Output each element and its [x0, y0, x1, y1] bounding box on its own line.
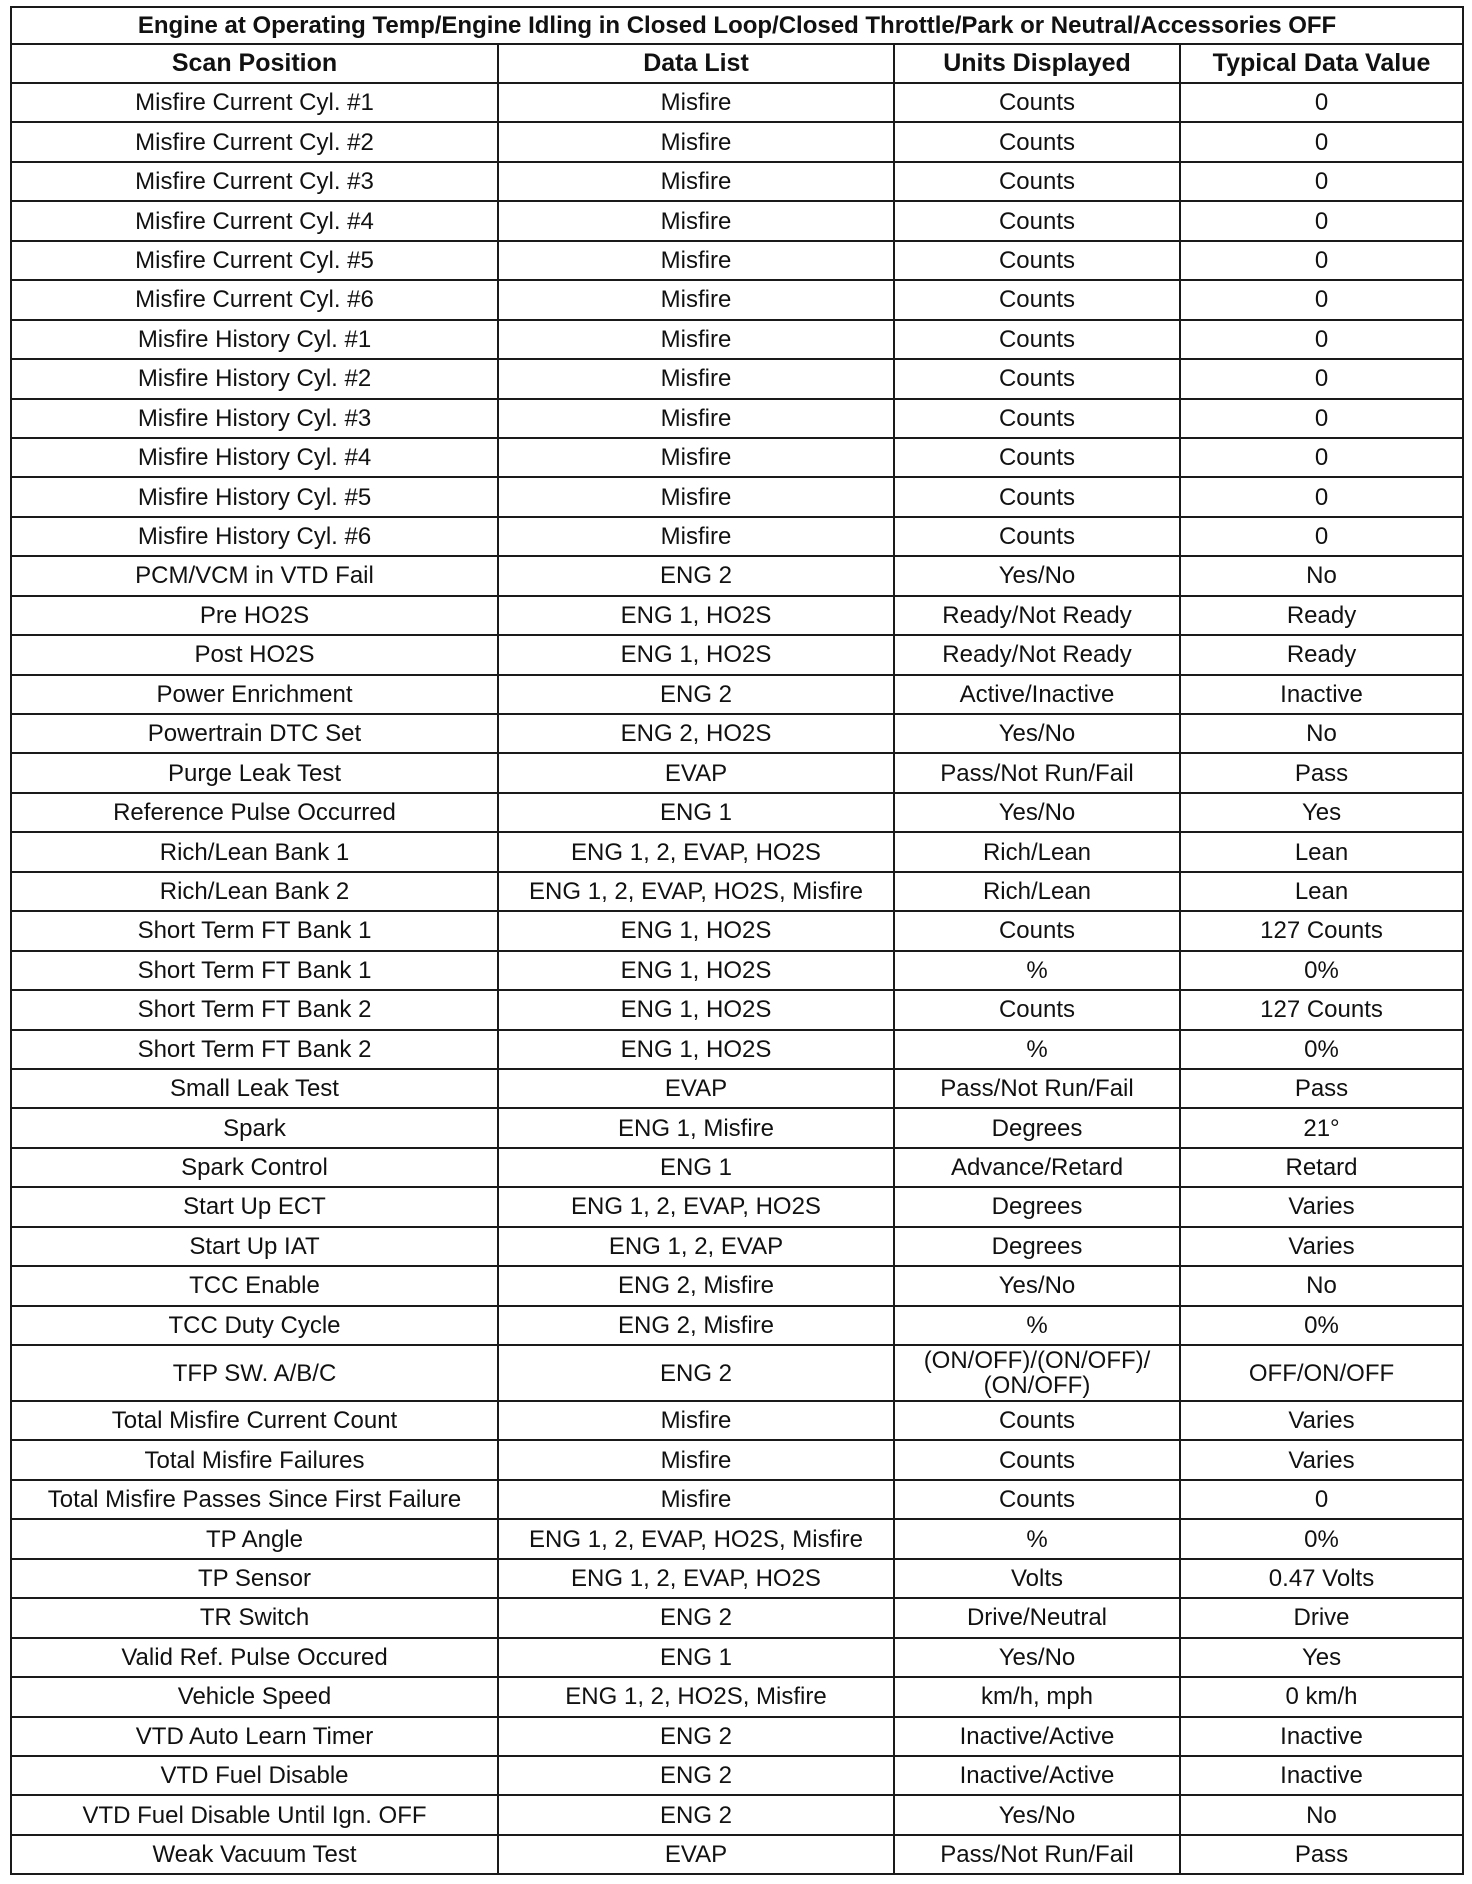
data-list-cell: ENG 1, 2, EVAP, HO2S	[498, 832, 894, 871]
scan-position-cell: TCC Enable	[11, 1266, 498, 1305]
table-row	[11, 122, 1463, 161]
scan-data-table	[10, 6, 1464, 1875]
typical-value-cell: 0%	[1180, 1030, 1463, 1069]
typical-value-cell: No	[1180, 1795, 1463, 1834]
scan-position-cell: Misfire History Cyl. #5	[11, 477, 498, 516]
typical-value-cell: 0	[1180, 122, 1463, 161]
scan-position-cell: Rich/Lean Bank 1	[11, 832, 498, 871]
typical-value-cell: 0	[1180, 359, 1463, 398]
units-cell: Ready/Not Ready	[894, 635, 1180, 674]
typical-value-cell: Inactive	[1180, 1756, 1463, 1795]
data-list-cell: ENG 2, HO2S	[498, 714, 894, 753]
table-row	[11, 1638, 1463, 1677]
typical-value-cell: 0	[1180, 280, 1463, 319]
scan-position-cell: Reference Pulse Occurred	[11, 793, 498, 832]
units-cell: Yes/No	[894, 793, 1180, 832]
data-list-cell: EVAP	[498, 753, 894, 792]
units-cell: Counts	[894, 280, 1180, 319]
units-cell: Counts	[894, 359, 1180, 398]
units-cell: Yes/No	[894, 1638, 1180, 1677]
data-list-cell: EVAP	[498, 1835, 894, 1874]
table-row	[11, 1598, 1463, 1637]
table-row	[11, 556, 1463, 595]
table-row	[11, 1717, 1463, 1756]
typical-value-cell: No	[1180, 1266, 1463, 1305]
data-list-cell: ENG 1, 2, HO2S, Misfire	[498, 1677, 894, 1716]
scan-position-cell: TP Sensor	[11, 1559, 498, 1598]
typical-value-cell: Yes	[1180, 1638, 1463, 1677]
data-list-cell: ENG 1, 2, EVAP, HO2S	[498, 1559, 894, 1598]
typical-value-cell: Lean	[1180, 872, 1463, 911]
scan-position-cell: VTD Auto Learn Timer	[11, 1717, 498, 1756]
conditions-banner: Engine at Operating Temp/Engine Idling in Closed Loop/Closed Throttle/Park or Neutral/Accessories OFF	[11, 7, 1463, 44]
typical-value-cell: 0	[1180, 201, 1463, 240]
scan-position-cell: Purge Leak Test	[11, 753, 498, 792]
data-list-cell: Misfire	[498, 122, 894, 161]
units-cell: Pass/Not Run/Fail	[894, 1835, 1180, 1874]
units-cell: (ON/OFF)/(ON/OFF)/ (ON/OFF)	[894, 1345, 1180, 1401]
typical-value-cell: Varies	[1180, 1401, 1463, 1440]
table-row	[11, 872, 1463, 911]
table-body	[11, 83, 1463, 1874]
units-cell: Yes/No	[894, 714, 1180, 753]
header-units-displayed: Units Displayed	[894, 44, 1180, 83]
data-list-cell: Misfire	[498, 280, 894, 319]
conditions-banner-row	[11, 7, 1463, 44]
typical-value-cell: 127 Counts	[1180, 911, 1463, 950]
typical-value-cell: 0.47 Volts	[1180, 1559, 1463, 1598]
scan-position-cell: VTD Fuel Disable	[11, 1756, 498, 1795]
typical-value-cell: 0	[1180, 1480, 1463, 1519]
table-row	[11, 1148, 1463, 1187]
units-cell: Counts	[894, 438, 1180, 477]
table-row	[11, 438, 1463, 477]
typical-value-cell: OFF/ON/OFF	[1180, 1345, 1463, 1401]
typical-value-cell: Yes	[1180, 793, 1463, 832]
table-row	[11, 596, 1463, 635]
typical-value-cell: 0	[1180, 83, 1463, 122]
units-cell: Counts	[894, 1401, 1180, 1440]
data-list-cell: ENG 1, 2, EVAP, HO2S, Misfire	[498, 1519, 894, 1558]
data-list-cell: Misfire	[498, 477, 894, 516]
typical-value-cell: Inactive	[1180, 675, 1463, 714]
units-cell: Inactive/Active	[894, 1756, 1180, 1795]
table-row	[11, 1187, 1463, 1226]
typical-value-cell: 0	[1180, 320, 1463, 359]
units-cell: Volts	[894, 1559, 1180, 1598]
scan-position-cell: Vehicle Speed	[11, 1677, 498, 1716]
table-row	[11, 1345, 1463, 1401]
units-cell: Ready/Not Ready	[894, 596, 1180, 635]
typical-value-cell: 0	[1180, 241, 1463, 280]
typical-value-cell: 0 km/h	[1180, 1677, 1463, 1716]
typical-value-cell: 0	[1180, 399, 1463, 438]
table-row	[11, 1030, 1463, 1069]
typical-value-cell: 0%	[1180, 1306, 1463, 1345]
table-row	[11, 1227, 1463, 1266]
table-row	[11, 359, 1463, 398]
table-row	[11, 1069, 1463, 1108]
data-list-cell: Misfire	[498, 241, 894, 280]
column-header-row	[11, 44, 1463, 83]
table-row	[11, 201, 1463, 240]
data-list-cell: ENG 1, 2, EVAP, HO2S	[498, 1187, 894, 1226]
typical-value-cell: 21°	[1180, 1108, 1463, 1147]
typical-value-cell: 127 Counts	[1180, 990, 1463, 1029]
data-list-cell: Misfire	[498, 517, 894, 556]
table-row	[11, 399, 1463, 438]
units-cell: Counts	[894, 911, 1180, 950]
scan-position-cell: Misfire History Cyl. #6	[11, 517, 498, 556]
table-row	[11, 753, 1463, 792]
units-cell: Inactive/Active	[894, 1717, 1180, 1756]
data-list-cell: ENG 2	[498, 1717, 894, 1756]
scan-position-cell: Powertrain DTC Set	[11, 714, 498, 753]
scan-position-cell: TCC Duty Cycle	[11, 1306, 498, 1345]
units-cell: %	[894, 1030, 1180, 1069]
units-cell: km/h, mph	[894, 1677, 1180, 1716]
table-row	[11, 1677, 1463, 1716]
data-list-cell: Misfire	[498, 162, 894, 201]
data-list-cell: Misfire	[498, 1480, 894, 1519]
typical-value-cell: No	[1180, 556, 1463, 595]
data-list-cell: ENG 1	[498, 1148, 894, 1187]
scan-position-cell: TR Switch	[11, 1598, 498, 1637]
table-row	[11, 241, 1463, 280]
scan-position-cell: PCM/VCM in VTD Fail	[11, 556, 498, 595]
units-cell: Pass/Not Run/Fail	[894, 1069, 1180, 1108]
table-row	[11, 911, 1463, 950]
table-row	[11, 1756, 1463, 1795]
data-list-cell: EVAP	[498, 1069, 894, 1108]
typical-value-cell: Varies	[1180, 1187, 1463, 1226]
table-row	[11, 1559, 1463, 1598]
units-cell: %	[894, 1306, 1180, 1345]
units-cell: Counts	[894, 162, 1180, 201]
scan-position-cell: Misfire History Cyl. #2	[11, 359, 498, 398]
scan-position-cell: Start Up IAT	[11, 1227, 498, 1266]
scan-position-cell: Small Leak Test	[11, 1069, 498, 1108]
typical-value-cell: Pass	[1180, 1069, 1463, 1108]
units-cell: Counts	[894, 241, 1180, 280]
table-row	[11, 517, 1463, 556]
units-cell: Counts	[894, 83, 1180, 122]
typical-value-cell: 0	[1180, 517, 1463, 556]
units-cell: Counts	[894, 122, 1180, 161]
data-list-cell: ENG 2	[498, 1598, 894, 1637]
table-row	[11, 793, 1463, 832]
data-list-cell: ENG 1, HO2S	[498, 951, 894, 990]
scan-position-cell: Misfire History Cyl. #4	[11, 438, 498, 477]
scan-position-cell: Misfire Current Cyl. #6	[11, 280, 498, 319]
units-cell: Pass/Not Run/Fail	[894, 753, 1180, 792]
data-list-cell: ENG 2, Misfire	[498, 1266, 894, 1305]
table-row	[11, 162, 1463, 201]
scan-position-cell: Misfire Current Cyl. #5	[11, 241, 498, 280]
data-list-cell: ENG 1, HO2S	[498, 990, 894, 1029]
units-cell: Rich/Lean	[894, 832, 1180, 871]
table-row	[11, 1266, 1463, 1305]
table-row	[11, 635, 1463, 674]
typical-value-cell: Ready	[1180, 596, 1463, 635]
units-cell: Advance/Retard	[894, 1148, 1180, 1187]
data-list-cell: ENG 1, 2, EVAP, HO2S, Misfire	[498, 872, 894, 911]
table-row	[11, 1795, 1463, 1834]
typical-value-cell: Varies	[1180, 1440, 1463, 1479]
scan-position-cell: Total Misfire Passes Since First Failure	[11, 1480, 498, 1519]
data-list-cell: ENG 1, HO2S	[498, 911, 894, 950]
units-cell: Active/Inactive	[894, 675, 1180, 714]
typical-value-cell: Retard	[1180, 1148, 1463, 1187]
data-list-cell: Misfire	[498, 320, 894, 359]
scan-position-cell: Total Misfire Failures	[11, 1440, 498, 1479]
data-list-cell: Misfire	[498, 1401, 894, 1440]
units-cell: Counts	[894, 990, 1180, 1029]
units-cell: Counts	[894, 477, 1180, 516]
scan-position-cell: Short Term FT Bank 1	[11, 951, 498, 990]
data-list-cell: ENG 1, HO2S	[498, 635, 894, 674]
typical-value-cell: Lean	[1180, 832, 1463, 871]
typical-value-cell: Ready	[1180, 635, 1463, 674]
typical-value-cell: 0	[1180, 162, 1463, 201]
scan-position-cell: Misfire Current Cyl. #1	[11, 83, 498, 122]
units-cell: Yes/No	[894, 556, 1180, 595]
units-cell: Degrees	[894, 1187, 1180, 1226]
table-row	[11, 990, 1463, 1029]
data-list-cell: ENG 2	[498, 1345, 894, 1401]
data-list-cell: Misfire	[498, 399, 894, 438]
typical-value-cell: Drive	[1180, 1598, 1463, 1637]
table-row	[11, 832, 1463, 871]
scan-position-cell: Short Term FT Bank 2	[11, 990, 498, 1029]
scan-position-cell: Short Term FT Bank 2	[11, 1030, 498, 1069]
data-list-cell: ENG 1	[498, 1638, 894, 1677]
table-row	[11, 320, 1463, 359]
scan-position-cell: Power Enrichment	[11, 675, 498, 714]
header-data-list: Data List	[498, 44, 894, 83]
data-list-cell: ENG 2, Misfire	[498, 1306, 894, 1345]
scan-position-cell: Start Up ECT	[11, 1187, 498, 1226]
units-cell: Rich/Lean	[894, 872, 1180, 911]
table-row	[11, 1440, 1463, 1479]
scan-position-cell: Misfire History Cyl. #3	[11, 399, 498, 438]
scan-position-cell: Misfire Current Cyl. #2	[11, 122, 498, 161]
scan-position-cell: TP Angle	[11, 1519, 498, 1558]
table-row	[11, 477, 1463, 516]
units-cell: Degrees	[894, 1108, 1180, 1147]
data-list-cell: ENG 2	[498, 1795, 894, 1834]
table-row	[11, 1835, 1463, 1874]
table-row	[11, 1306, 1463, 1345]
data-list-cell: Misfire	[498, 438, 894, 477]
scan-position-cell: Short Term FT Bank 1	[11, 911, 498, 950]
data-list-cell: ENG 2	[498, 1756, 894, 1795]
table-row	[11, 280, 1463, 319]
data-list-cell: ENG 1, HO2S	[498, 596, 894, 635]
units-cell: Yes/No	[894, 1795, 1180, 1834]
units-cell: Counts	[894, 1480, 1180, 1519]
scan-position-cell: Rich/Lean Bank 2	[11, 872, 498, 911]
data-list-cell: Misfire	[498, 83, 894, 122]
units-cell: Counts	[894, 1440, 1180, 1479]
scan-position-cell: Misfire History Cyl. #1	[11, 320, 498, 359]
header-scan-position: Scan Position	[11, 44, 498, 83]
typical-value-cell: No	[1180, 714, 1463, 753]
scan-position-cell: Misfire Current Cyl. #3	[11, 162, 498, 201]
table-row	[11, 1108, 1463, 1147]
table-row	[11, 1519, 1463, 1558]
scan-position-cell: Valid Ref. Pulse Occured	[11, 1638, 498, 1677]
data-list-cell: Misfire	[498, 201, 894, 240]
typical-value-cell: 0%	[1180, 1519, 1463, 1558]
units-cell: Counts	[894, 399, 1180, 438]
scan-position-cell: VTD Fuel Disable Until Ign. OFF	[11, 1795, 498, 1834]
data-list-cell: ENG 2	[498, 675, 894, 714]
table-row	[11, 951, 1463, 990]
scan-position-cell: Spark Control	[11, 1148, 498, 1187]
units-cell: Yes/No	[894, 1266, 1180, 1305]
data-list-cell: Misfire	[498, 359, 894, 398]
scan-position-cell: Total Misfire Current Count	[11, 1401, 498, 1440]
typical-value-cell: 0	[1180, 438, 1463, 477]
data-list-cell: Misfire	[498, 1440, 894, 1479]
table-row	[11, 1480, 1463, 1519]
typical-value-cell: 0	[1180, 477, 1463, 516]
units-cell: Counts	[894, 517, 1180, 556]
table-row	[11, 83, 1463, 122]
data-list-cell: ENG 1, 2, EVAP	[498, 1227, 894, 1266]
scan-position-cell: TFP SW. A/B/C	[11, 1345, 498, 1401]
scan-position-cell: Misfire Current Cyl. #4	[11, 201, 498, 240]
typical-value-cell: Pass	[1180, 753, 1463, 792]
units-cell: Counts	[894, 201, 1180, 240]
table-row	[11, 714, 1463, 753]
table-row	[11, 1401, 1463, 1440]
units-cell: Degrees	[894, 1227, 1180, 1266]
typical-value-cell: Inactive	[1180, 1717, 1463, 1756]
data-list-cell: ENG 1, HO2S	[498, 1030, 894, 1069]
scan-position-cell: Spark	[11, 1108, 498, 1147]
typical-value-cell: 0%	[1180, 951, 1463, 990]
scan-position-cell: Pre HO2S	[11, 596, 498, 635]
data-list-cell: ENG 1, Misfire	[498, 1108, 894, 1147]
header-typical-data-value: Typical Data Value	[1180, 44, 1463, 83]
units-cell: %	[894, 951, 1180, 990]
table-row	[11, 675, 1463, 714]
units-cell: Counts	[894, 320, 1180, 359]
units-cell: Drive/Neutral	[894, 1598, 1180, 1637]
scan-position-cell: Post HO2S	[11, 635, 498, 674]
data-list-cell: ENG 1	[498, 793, 894, 832]
scan-position-cell: Weak Vacuum Test	[11, 1835, 498, 1874]
typical-value-cell: Pass	[1180, 1835, 1463, 1874]
units-cell: %	[894, 1519, 1180, 1558]
data-list-cell: ENG 2	[498, 556, 894, 595]
typical-value-cell: Varies	[1180, 1227, 1463, 1266]
